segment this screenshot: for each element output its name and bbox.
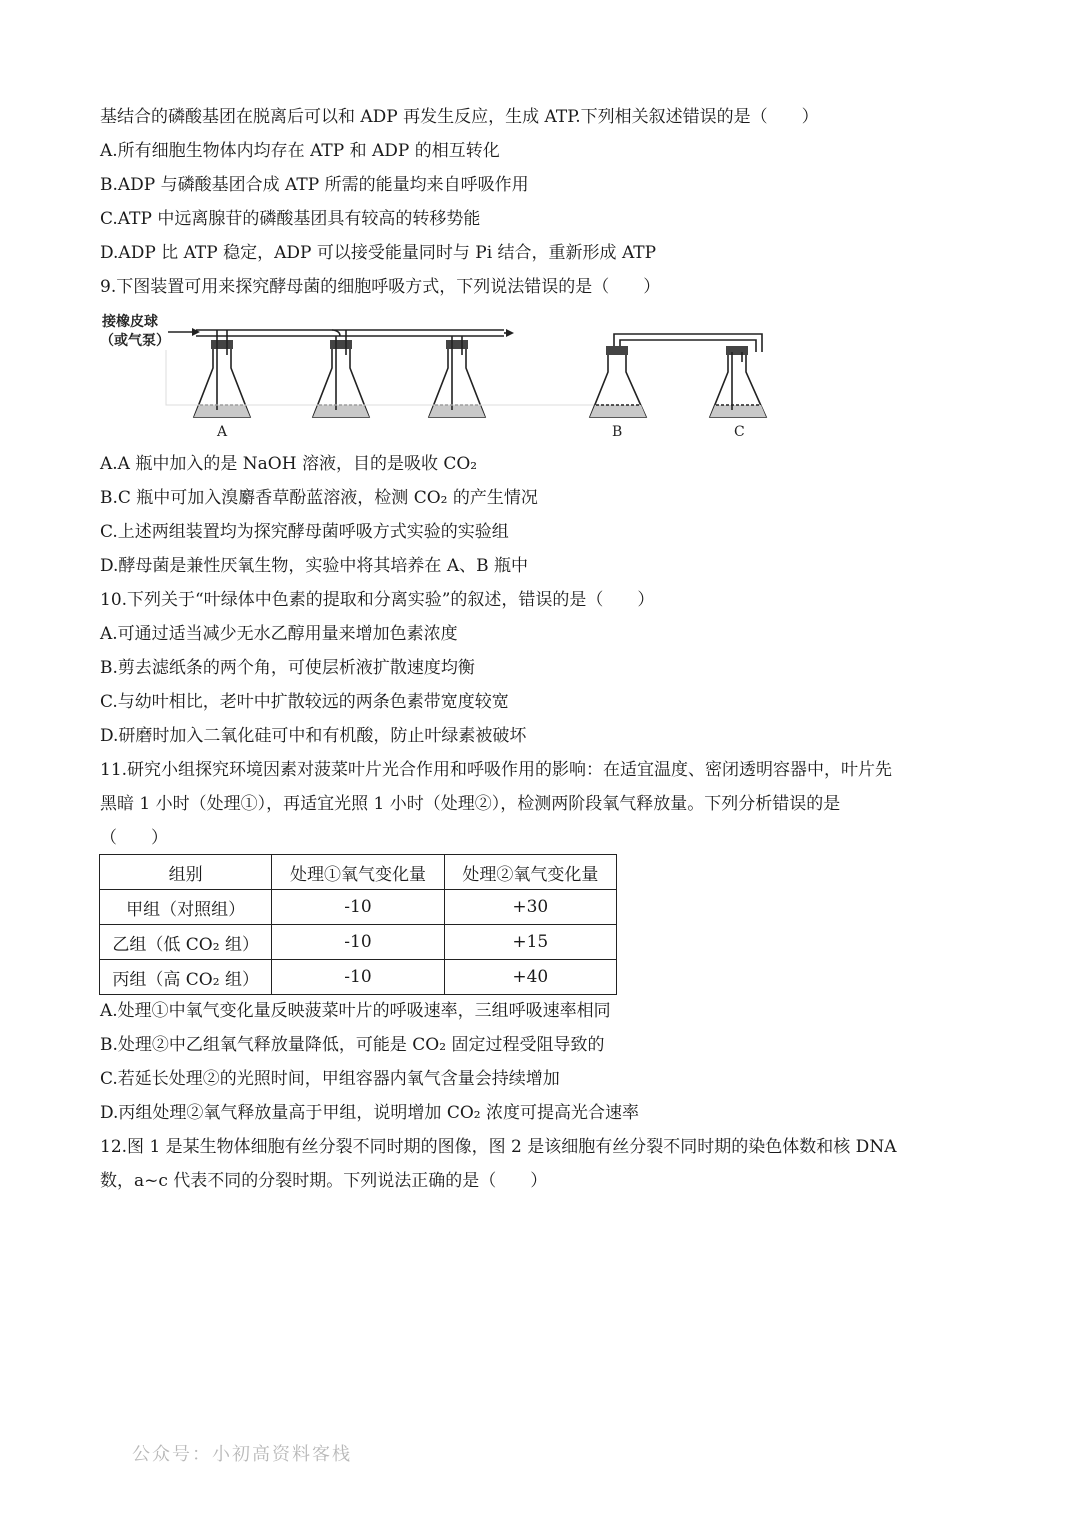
table-header-cell: 处理①氧气变化量 (272, 855, 444, 890)
bottle-c-icon (710, 346, 766, 417)
q8-stem-tail: 基结合的磷酸基团在脱离后可以和 ADP 再发生反应，生成 ATP.下列相关叙述错误的是（ ） (100, 107, 819, 127)
label-a: A (217, 424, 228, 440)
oxygen-change-table (99, 854, 617, 995)
label-b: B (612, 424, 623, 440)
q8-option-d: D.ADP 比 ATP 稳定，ADP 可以接受能量同时与 Pi 结合，重新形成 ATP (100, 243, 657, 263)
table-cell: -10 (272, 890, 444, 925)
q12-stem-line1: 12.图 1 是某生物体细胞有丝分裂不同时期的图像，图 2 是该细胞有丝分裂不同时期的染色体数和核 DNA (100, 1137, 897, 1157)
q9-option-d: D.酵母菌是兼性厌氧生物，实验中将其培养在 A、B 瓶中 (100, 556, 529, 576)
q8-option-a: A.所有细胞生物体内均存在 ATP 和 ADP 的相互转化 (100, 141, 500, 161)
inlet-arrow (168, 328, 200, 336)
q9-option-b: B.C 瓶中可加入溴麝香草酚蓝溶液，检测 CO₂ 的产生情况 (100, 488, 538, 508)
q11-option-b: B.处理②中乙组氧气释放量降低，可能是 CO₂ 固定过程受阻导致的 (100, 1035, 605, 1055)
table-cell: 甲组（对照组） (100, 890, 272, 925)
q8-option-b: B.ADP 与磷酸基团合成 ATP 所需的能量均来自呼吸作用 (100, 175, 529, 195)
table-row (100, 890, 617, 925)
q10-stem: 10.下列关于“叶绿体中色素的提取和分离实验”的叙述，错误的是（ ） (100, 590, 655, 610)
table-header-cell: 组别 (100, 855, 272, 890)
pump-label-line2: （或气泵） (100, 333, 170, 349)
table-cell: 乙组（低 CO₂ 组） (100, 925, 272, 960)
table-row (100, 925, 617, 960)
footer-watermark: 公众号：小初高资料客栈 (132, 1444, 352, 1465)
bottle-a-icon (194, 330, 250, 417)
label-c: C (734, 424, 745, 440)
q11-stem-line2: 黑暗 1 小时（处理①），再适宜光照 1 小时（处理②），检测两阶段氧气释放量。下列分析错误的是 (100, 794, 841, 814)
q11-option-d: D.丙组处理②氧气释放量高于甲组，说明增加 CO₂ 浓度可提高光合速率 (100, 1103, 639, 1123)
q10-option-d: D.研磨时加入二氧化硅可中和有机酸，防止叶绿素被破坏 (100, 726, 527, 746)
q11-stem-line3: （ ） (100, 828, 168, 848)
q9-option-c: C.上述两组装置均为探究酵母菌呼吸方式实验的实验组 (100, 522, 509, 542)
q10-option-a: A.可通过适当减少无水乙醇用量来增加色素浓度 (100, 624, 458, 644)
q9-option-a: A.A 瓶中加入的是 NaOH 溶液，目的是吸收 CO₂ (100, 454, 478, 474)
pipe-system-1 (196, 329, 514, 337)
table-cell: +15 (444, 925, 616, 960)
q12-stem-line2: 数，a~c 代表不同的分裂时期。下列说法正确的是（ ） (100, 1171, 548, 1191)
q11-option-a: A.处理①中氧气变化量反映菠菜叶片的呼吸速率，三组呼吸速率相同 (100, 1001, 611, 1021)
bottle-b-icon (590, 346, 646, 417)
table-cell: -10 (272, 925, 444, 960)
table-header-row (100, 855, 617, 890)
q11-option-c: C.若延长处理②的光照时间，甲组容器内氧气含量会持续增加 (100, 1069, 560, 1089)
table-cell: +40 (444, 960, 616, 995)
q10-option-c: C.与幼叶相比，老叶中扩散较远的两条色素带宽度较宽 (100, 692, 509, 712)
table-cell: 丙组（高 CO₂ 组） (100, 960, 272, 995)
table-row (100, 960, 617, 995)
table-cell: -10 (272, 960, 444, 995)
q8-option-c: C.ATP 中远离腺苷的磷酸基团具有较高的转移势能 (100, 209, 481, 229)
yeast-respiration-apparatus-figure (96, 310, 786, 445)
q9-stem: 9.下图装置可用来探究酵母菌的细胞呼吸方式，下列说法错误的是（ ） (100, 277, 661, 297)
table-cell: +30 (444, 890, 616, 925)
q11-stem-line1: 11.研究小组探究环境因素对菠菜叶片光合作用和呼吸作用的影响：在适宜温度、密闭透明容器中，叶片先 (100, 760, 893, 780)
pump-label-line1: 接橡皮球 (102, 314, 158, 330)
table-header-cell: 处理②氧气变化量 (444, 855, 616, 890)
q10-option-b: B.剪去滤纸条的两个角，可使层析液扩散速度均衡 (100, 658, 475, 678)
